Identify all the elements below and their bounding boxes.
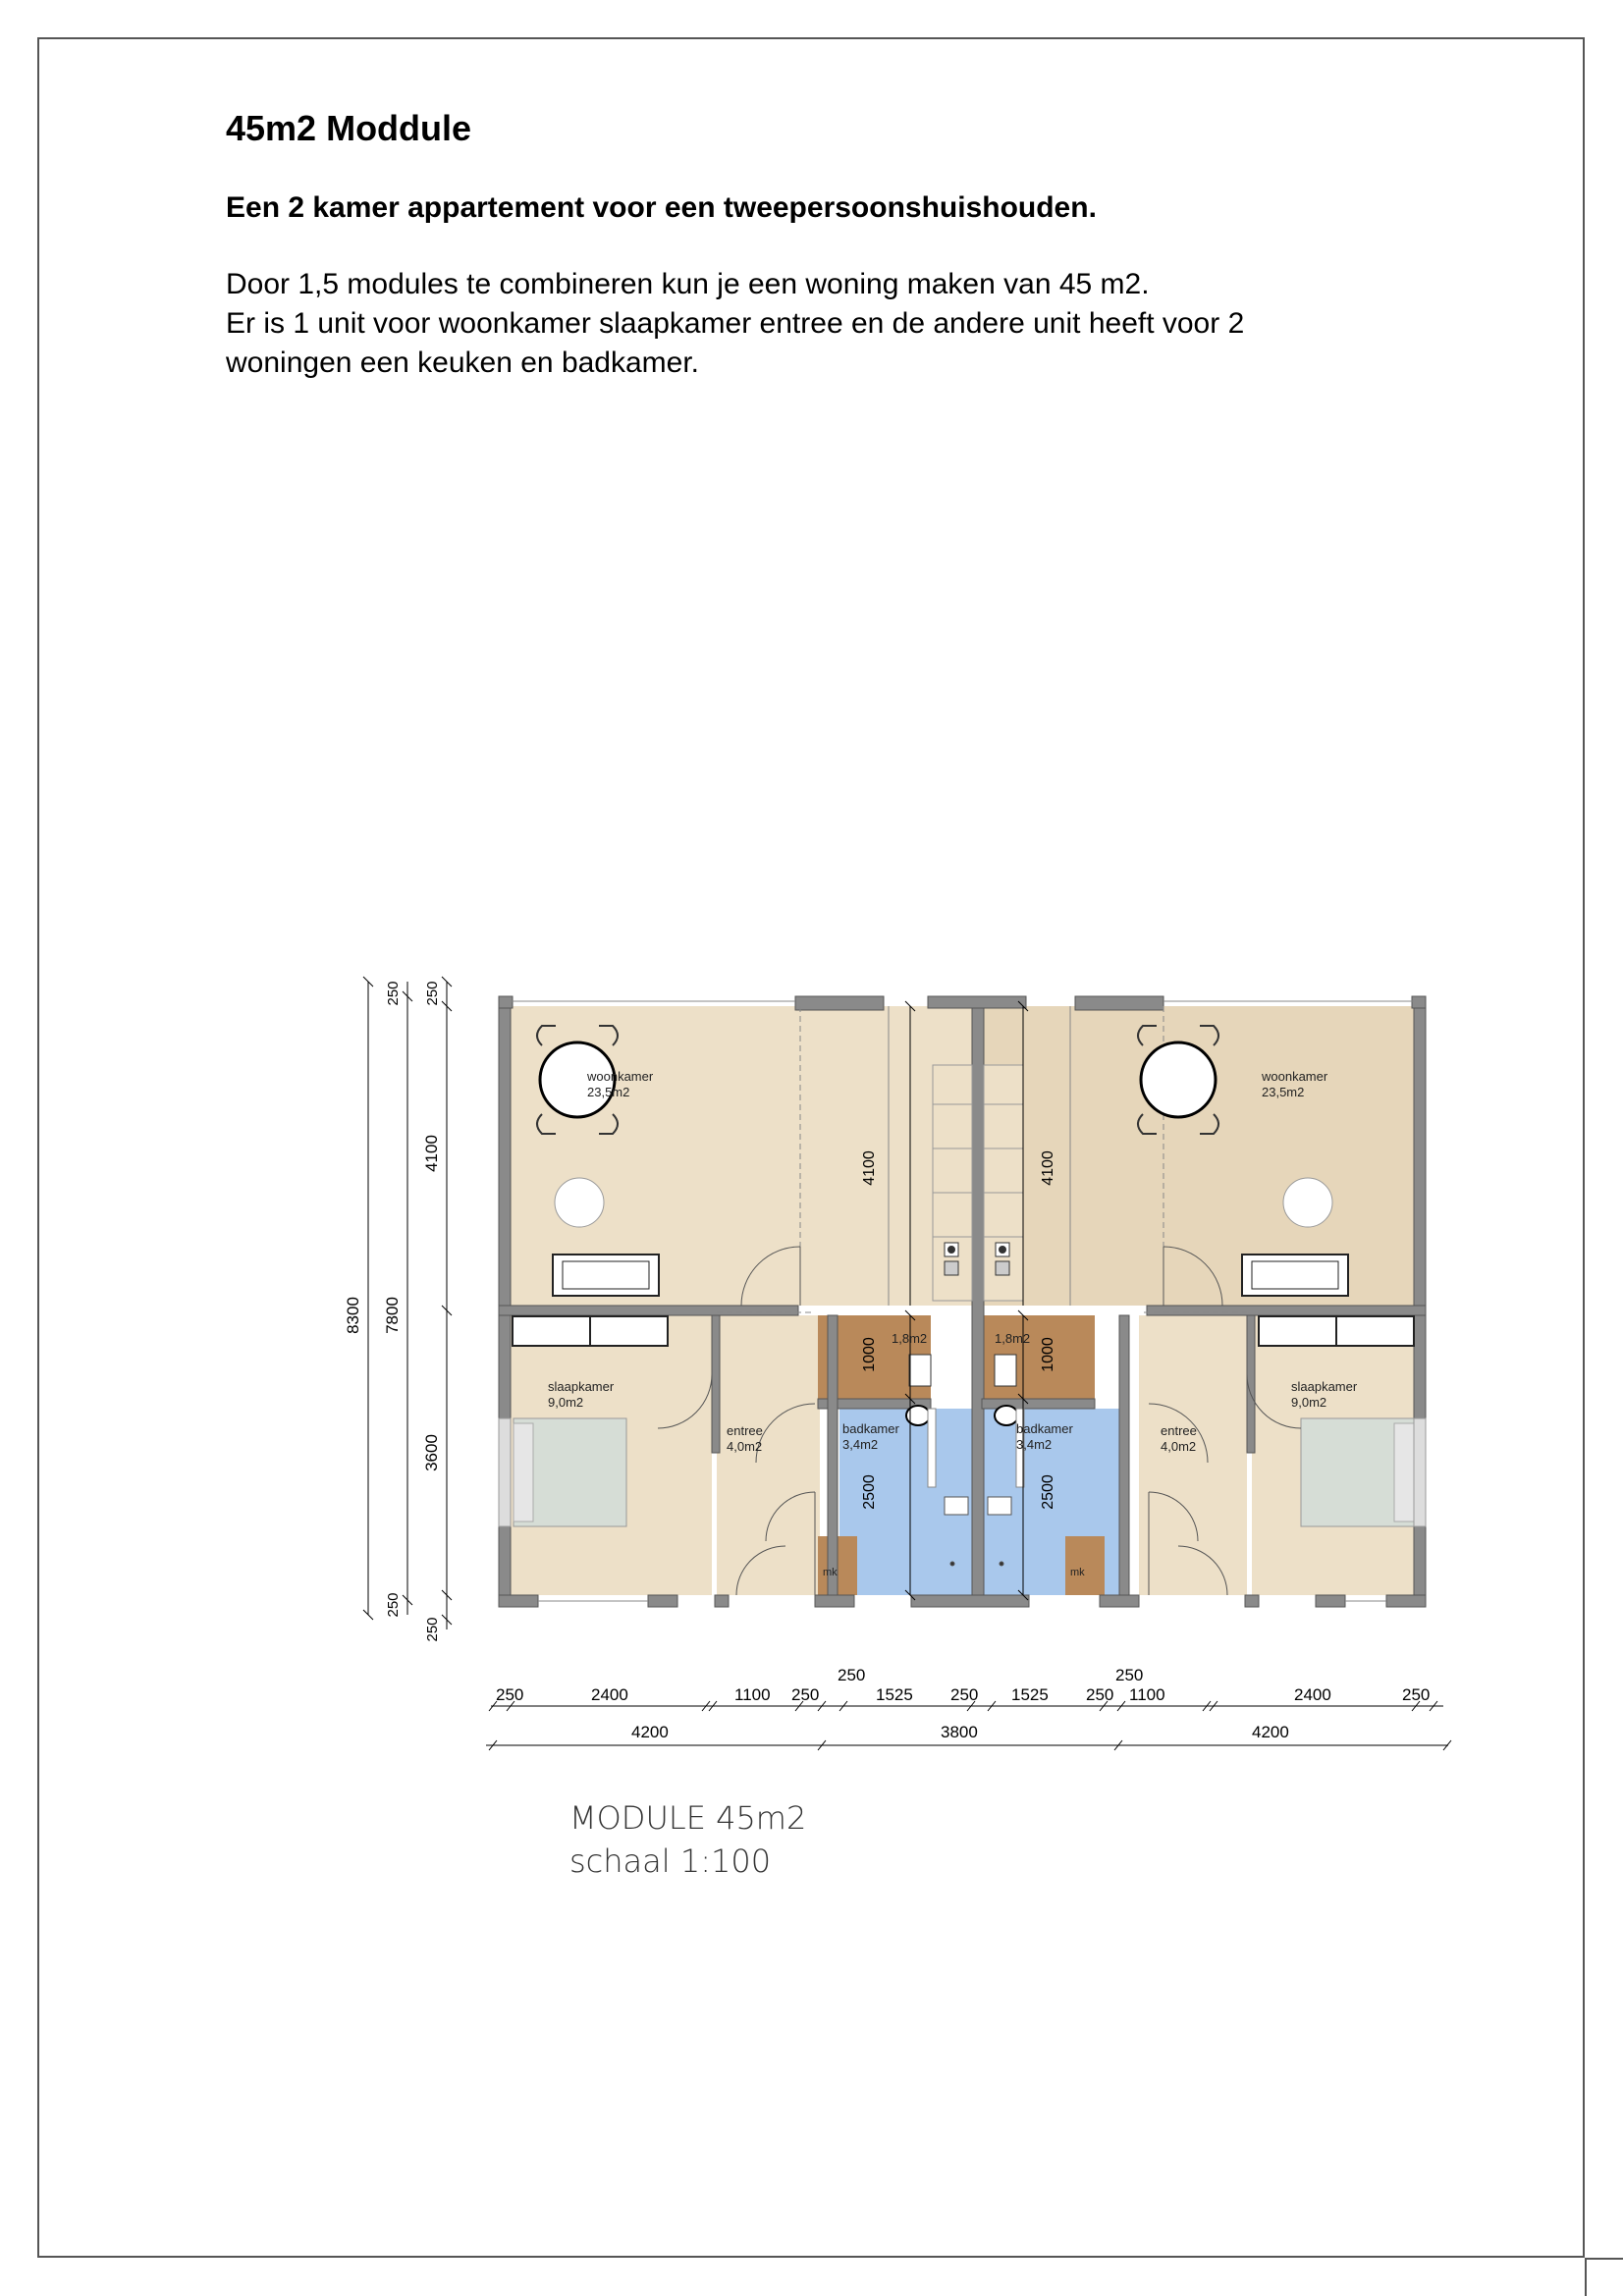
dim-h: 250	[1402, 1685, 1431, 1704]
wall-bottom-right-d	[1386, 1595, 1426, 1607]
dim-toilet-left: 1000	[861, 1337, 878, 1372]
dim-kitchen-left: 4100	[861, 1150, 878, 1186]
dim-h: 1100	[734, 1685, 771, 1704]
room-label: badkamer	[842, 1421, 899, 1436]
room-label: entree	[727, 1423, 763, 1438]
dim-bottom-wall-2: 250	[424, 1617, 441, 1642]
vertical-dimensions	[363, 977, 452, 1629]
wall-bottom-center-left	[815, 1595, 854, 1607]
wall-bath-left-side	[828, 1315, 838, 1605]
wall-center-divider	[972, 996, 984, 1605]
toilet-area: 1,8m2	[995, 1331, 1031, 1346]
room-area: 23,5m2	[587, 1085, 630, 1099]
dim-kitchen-right: 4100	[1040, 1150, 1056, 1186]
wall-kitchen-left-top	[795, 996, 884, 1010]
bed-left	[499, 1418, 626, 1526]
floorplan-drawing	[324, 962, 1483, 1767]
coffee-table-right	[1283, 1178, 1332, 1227]
room-label: woonkamer	[1262, 1069, 1328, 1084]
room-label: woonkamer	[587, 1069, 654, 1084]
room-area: 9,0m2	[548, 1395, 584, 1410]
dim-toilet-right: 1000	[1040, 1337, 1056, 1372]
caption-title: MODULE 45m2	[569, 1799, 807, 1837]
caption-scale: schaal 1:100	[569, 1842, 772, 1880]
meter-label: mk	[1070, 1567, 1085, 1578]
room-area: 23,5m2	[1262, 1085, 1305, 1099]
dim-h: 1525	[1011, 1685, 1049, 1704]
dim-top-wall: 250	[385, 981, 402, 1006]
wall-bottom-left-c	[715, 1595, 729, 1607]
dim-h2: 4200	[1252, 1723, 1289, 1741]
wall-bottom-right-c	[1316, 1595, 1345, 1607]
dim-h: 1100	[1129, 1685, 1165, 1704]
description	[226, 265, 1244, 383]
wall-bottom-center	[911, 1595, 1029, 1607]
wall-mid-left	[499, 1306, 798, 1315]
dim-bath-left: 2500	[861, 1474, 878, 1510]
wall-bottom-left-b	[648, 1595, 677, 1607]
dim-h-raised: 250	[1115, 1666, 1144, 1684]
wardrobe-left	[513, 1316, 668, 1346]
dim-bottom-wall: 250	[385, 1592, 402, 1618]
wall-kitchen-right-top	[1075, 996, 1163, 1010]
wall-bath-right-side	[1119, 1315, 1129, 1605]
page-title: 45m2 Moddule	[226, 108, 472, 148]
wall-top-right-end	[1412, 996, 1426, 1008]
toilet-area: 1,8m2	[892, 1331, 928, 1346]
dim-bath-right: 2500	[1040, 1474, 1056, 1510]
page-subtitle: Een 2 kamer appartement voor een tweepersoonshuishouden.	[226, 191, 1097, 224]
dim-h: 250	[496, 1685, 524, 1704]
entree-right-fill	[1139, 1315, 1247, 1595]
room-label: slaapkamer	[1291, 1379, 1358, 1394]
coffee-table-left	[555, 1178, 604, 1227]
page-corner-tab	[1585, 2258, 1623, 2296]
description-line: Door 1,5 modules te combineren kun je een woning maken van 45 m2.	[226, 268, 1150, 300]
wardrobe-right	[1259, 1316, 1414, 1346]
dim-upper: 4100	[422, 1135, 441, 1172]
dim-h: 1525	[876, 1685, 913, 1704]
room-label: entree	[1161, 1423, 1197, 1438]
wall-bottom-left-a	[499, 1595, 538, 1607]
wall-mid-right	[1147, 1306, 1426, 1315]
room-label: badkamer	[1016, 1421, 1073, 1436]
plan-caption	[569, 1796, 806, 1883]
bed-right	[1301, 1418, 1426, 1526]
dim-inner: 7800	[383, 1297, 402, 1334]
room-area: 9,0m2	[1291, 1395, 1327, 1410]
description-line: Er is 1 unit voor woonkamer slaapkamer entree en de andere unit heeft voor 2	[226, 307, 1245, 340]
room-area: 4,0m2	[727, 1439, 763, 1454]
dim-h: 250	[950, 1685, 979, 1704]
dim-h: 250	[1086, 1685, 1114, 1704]
wall-bottom-right-b	[1245, 1595, 1259, 1607]
dim-h2: 4200	[631, 1723, 669, 1741]
sofa-left	[553, 1255, 659, 1296]
wall-bed-left-divider	[712, 1315, 720, 1453]
wall-top-left-end	[499, 996, 513, 1008]
room-area: 3,4m2	[842, 1437, 879, 1452]
floorplan	[324, 962, 1483, 1767]
wall-center-cap	[928, 996, 1026, 1008]
description-line: woningen een keuken en badkamer.	[226, 347, 700, 379]
dim-h: 2400	[591, 1685, 628, 1704]
wall-bottom-center-right	[1100, 1595, 1139, 1607]
meter-right-fill	[1065, 1536, 1105, 1595]
room-area: 3,4m2	[1016, 1437, 1053, 1452]
dim-top-wall-2: 250	[424, 981, 441, 1006]
sofa-right	[1242, 1255, 1348, 1296]
dim-h: 250	[791, 1685, 820, 1704]
room-label: slaapkamer	[548, 1379, 615, 1394]
meter-label: mk	[823, 1567, 838, 1578]
room-area: 4,0m2	[1161, 1439, 1197, 1454]
dim-total: 8300	[344, 1297, 362, 1334]
dim-h: 2400	[1294, 1685, 1331, 1704]
dim-h2: 3800	[941, 1723, 978, 1741]
dim-h-raised: 250	[838, 1666, 866, 1684]
dim-lower: 3600	[422, 1434, 441, 1471]
entree-left-fill	[717, 1315, 820, 1595]
